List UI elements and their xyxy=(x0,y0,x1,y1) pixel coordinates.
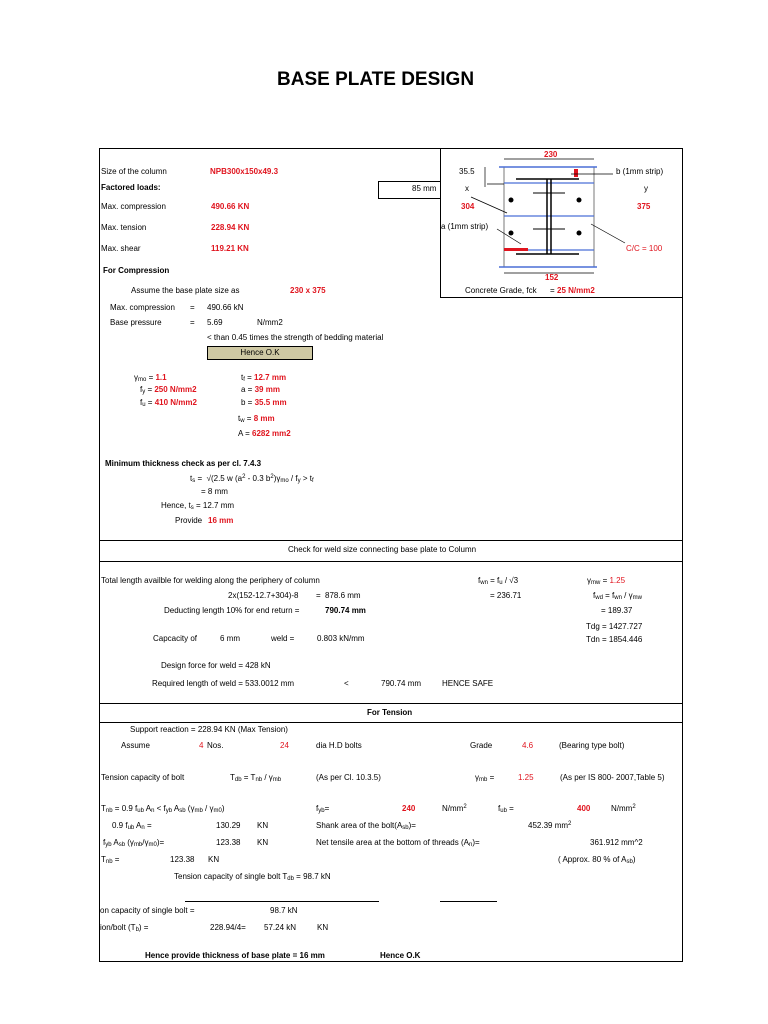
a-param: a = 39 mm xyxy=(241,385,280,394)
divider xyxy=(185,901,379,902)
a-strip-label: a (1mm strip) xyxy=(441,222,489,231)
area: A = 6282 mm2 xyxy=(238,429,291,438)
row-0.9fub: 0.9 $f_{ub}$ $A_n$ = xyxy=(112,821,152,831)
kn-unit: KN xyxy=(257,838,269,847)
weld-size: 6 mm xyxy=(220,634,240,643)
fu-value: 410 N/mm2 xyxy=(154,398,197,407)
bedding-note: < than 0.45 times the strength of bedding material xyxy=(207,333,384,342)
fub-unit: $N/mm^2$ xyxy=(611,804,636,813)
divider xyxy=(440,901,497,902)
tnb-formula: $T_{nb} = 0.9$ $f_{ub}$ $A_n < f_{yb}$ $A_{sb}$ $(\gamma_{mb} / \gamma_{m0})$ xyxy=(101,804,225,814)
per-bolt-expr: 228.94/4= xyxy=(210,923,246,932)
b-strip xyxy=(574,169,578,177)
tdb-formula: $T_{db} = T_{nb} / \gamma_{mb}$ xyxy=(230,773,282,783)
final-thickness: Hence provide thickness of base plate = 16 mm xyxy=(145,951,325,960)
b-value: 35.5 mm xyxy=(254,398,287,407)
max-tension-value: 228.94 KN xyxy=(211,223,250,232)
cc-label: C/C = 100 xyxy=(626,244,663,253)
divider xyxy=(99,540,683,541)
nos: Nos. xyxy=(207,741,224,750)
value-304: 304 xyxy=(461,202,475,211)
net-text: Net tensile area at the bottom of threads (A xyxy=(316,838,469,847)
approx-text: ( Approx. 80 % of A xyxy=(558,855,627,864)
base-pressure-unit: N/mm2 xyxy=(257,318,283,327)
fub-value: 400 xyxy=(577,804,591,813)
bearing-note: (Bearing type bolt) xyxy=(559,741,625,750)
bolt xyxy=(577,231,582,236)
net-area-value: 361.912 mm^2 xyxy=(590,838,643,847)
shank-number: 452.39 mm xyxy=(528,821,569,830)
bolt-count: 4 xyxy=(199,741,204,750)
base-pressure-label: Base pressure xyxy=(110,318,162,327)
a-value: 39 mm xyxy=(254,385,280,394)
fyb-value: 240 xyxy=(402,804,416,813)
kn-unit: KN xyxy=(208,855,220,864)
gamma-mo: $\gamma_{mo} = 1.1$ xyxy=(134,373,167,383)
b-strip-label: b (1mm strip) xyxy=(616,167,664,176)
tnb-value: 123.38 xyxy=(170,855,195,864)
fub-label: $f_{ub}$ = xyxy=(498,804,514,814)
capacity-single-value: 98.7 kN xyxy=(270,906,298,915)
net-area-label: Net tensile area at the bottom of threads $(A_n)=$ xyxy=(316,838,480,848)
factored-loads-label: Factored loads: xyxy=(101,183,161,192)
tdg: Tdg = 1427.727 xyxy=(586,622,643,631)
required-length: Required length of weld = 533.0012 mm xyxy=(152,679,295,688)
dim-35: 35.5 xyxy=(459,167,475,176)
equals: = xyxy=(190,303,195,312)
capacity-single-label: on capacity of single bolt = xyxy=(100,906,195,915)
column-value: NPB300x150x49.3 xyxy=(210,167,279,176)
a-label: a xyxy=(241,385,246,394)
per-bolt-label: ion/bolt $(T_b)$ = xyxy=(100,923,149,933)
tf: $t_f = 12.7$ mm xyxy=(241,373,287,383)
fy: $f_y = 250$ N/mm2 xyxy=(140,385,197,395)
concrete-grade-value: 25 N/mm2 xyxy=(557,286,595,295)
column-label: Size of the column xyxy=(101,167,167,176)
fyb-unit: $N/mm^2$ xyxy=(442,804,467,813)
available-length: 790.74 mm xyxy=(381,679,422,688)
clause-ref: (As per Cl. 10.3.5) xyxy=(316,773,381,782)
tension-heading: For Tension xyxy=(367,708,413,717)
fyb-label: $f_{yb}=$ xyxy=(316,804,330,814)
base-pressure-value: 5.69 xyxy=(207,318,223,327)
hd-bolts: dia H.D bolts xyxy=(316,741,362,750)
row-fyb: $f_{yb}$ $A_{sb}$ $(\gamma_{mb}/\gamma_{m0})=$ xyxy=(103,838,165,848)
b-label: b xyxy=(241,398,246,407)
capacity-label: Capcacity of xyxy=(153,634,198,643)
shank-label: Shank area of the $bolt(A_{sb})=$ xyxy=(316,821,416,831)
max-compression-label: Max. compression xyxy=(101,202,166,211)
weld-expr-value: 878.6 mm xyxy=(325,591,361,600)
approx-note: ( Approx. 80 % of $A_{sb}$) xyxy=(558,855,636,865)
max-shear-value: 119.21 KN xyxy=(211,244,249,253)
thickness-heading: Minimum thickness check as per cl. 7.4.3 xyxy=(105,459,262,468)
fwn-formula: $f_{wn} = f_u / √3$ xyxy=(478,576,519,586)
tw-value: 8 mm xyxy=(253,414,275,423)
tdn: Tdn = 1854.446 xyxy=(586,635,643,644)
fwd-formula: $f_{wd} = f_{wn} / \gamma_{mw}$ xyxy=(593,591,642,601)
gamma-mb-value: 1.25 xyxy=(518,773,534,782)
fu: $f_u = 410$ N/mm2 xyxy=(140,398,197,408)
bolt xyxy=(577,198,582,203)
equals: = xyxy=(190,318,195,327)
kn-unit: KN xyxy=(257,821,269,830)
provide-label: Provide xyxy=(175,516,203,525)
tnb-label: $T_{nb}$ = xyxy=(101,855,120,865)
divider xyxy=(99,561,683,562)
bolt xyxy=(509,231,514,236)
gamma-mo-value: 1.1 xyxy=(155,373,167,382)
hence-value: = 12.7 mm xyxy=(196,501,235,510)
max-shear-label: Max. shear xyxy=(101,244,141,253)
dim-top: 230 xyxy=(544,150,558,159)
b-param: b = 35.5 mm xyxy=(241,398,287,407)
compression-heading: For Compression xyxy=(103,266,170,275)
tf-value: 12.7 mm xyxy=(254,373,287,382)
base-plate-outline xyxy=(504,167,594,267)
dim-85mm: 85 mm xyxy=(412,184,437,193)
is800-ref: (As per IS 800- 2007,Table 5) xyxy=(560,773,665,782)
weld-label: weld = xyxy=(271,634,295,643)
assume-text: Assume xyxy=(121,741,150,750)
deduct-label: Deducting length 10% for end return = xyxy=(164,606,300,615)
hence-ok-box: Hence O.K xyxy=(207,346,313,360)
gamma-mw: $\gamma_{mw} = 1.25$ xyxy=(587,576,626,586)
assume-label: Assume the base plate size as xyxy=(131,286,240,295)
hence-ts: Hence, $t_s = 12.7$ mm xyxy=(161,501,235,511)
max-tension-label: Max. tension xyxy=(101,223,147,232)
single-value: = 98.7 kN xyxy=(296,872,331,881)
thickness-formula: $t_s = √(2.5$ w ($a^2 - 0.3$ $b^2)\gamma_{mo} / f_y > t_f$ xyxy=(190,474,314,484)
tension-capacity-label: Tension capacity of bolt xyxy=(101,773,185,782)
single-bolt-capacity: Tension capacity of single bolt $T_{db} = 98.7$ kN xyxy=(174,872,331,882)
single-text: Tension capacity of single bolt T xyxy=(174,872,288,881)
a-strip xyxy=(504,248,528,251)
fy-value: 250 N/mm2 xyxy=(154,385,197,394)
weld-value: 0.803 kN/mm xyxy=(317,634,365,643)
grade-label: Grade xyxy=(470,741,493,750)
concrete-grade-label: Concrete Grade, fck xyxy=(465,286,537,295)
base-plate-diagram xyxy=(441,149,682,297)
shank-value: 452.39 $mm^2$ xyxy=(528,821,572,830)
tw: $t_w = 8$ mm xyxy=(238,414,275,424)
weld-total: Total length availble for welding along the periphery of column xyxy=(101,576,320,585)
fwn-value: = 236.71 xyxy=(490,591,522,600)
value-375: 375 xyxy=(637,202,651,211)
area-value: 6282 mm2 xyxy=(252,429,291,438)
divider xyxy=(99,722,683,723)
max-compression-value: 490.66 KN xyxy=(211,202,250,211)
grade-value: 4.6 xyxy=(522,741,534,750)
area-label: A xyxy=(238,429,243,438)
gamma-mb: $\gamma_{mb}$ = xyxy=(475,773,495,783)
value-130.29: 130.29 xyxy=(216,821,241,830)
y-label: y xyxy=(644,184,648,193)
thickness-8mm: = 8 mm xyxy=(201,487,228,496)
fwd-value: = 189.37 xyxy=(601,606,633,615)
hence-safe: HENCE SAFE xyxy=(442,679,494,688)
per-bolt-value: 57.24 kN xyxy=(264,923,297,932)
deduct-value: 790.74 mm xyxy=(325,606,366,615)
equals: = xyxy=(316,591,321,600)
design-force: Design force for weld = 428 kN xyxy=(161,661,271,670)
maxc-value: 490.66 kN xyxy=(207,303,244,312)
gamma-mw-value: 1.25 xyxy=(609,576,626,585)
per-bolt-text: ion/bolt (T xyxy=(100,923,136,932)
maxc-label: Max. compression xyxy=(110,303,175,312)
provide-value: 16 mm xyxy=(208,516,234,525)
bolt-dia: 24 xyxy=(280,741,289,750)
equals: = xyxy=(550,286,555,295)
divider xyxy=(99,703,683,704)
x-label: x xyxy=(465,184,469,193)
dim-bottom: 152 xyxy=(545,273,559,282)
assume-value: 230 x 375 xyxy=(290,286,326,295)
final-ok: Hence O.K xyxy=(380,951,421,960)
weld-expr: 2x(152-12.7+304)-8 xyxy=(228,591,299,600)
shank-text: Shank area of the bolt(A xyxy=(316,821,403,830)
page-title: BASE PLATE DESIGN xyxy=(277,69,475,90)
weld-heading: Check for weld size connecting base plate to Column xyxy=(288,545,477,554)
support-reaction: Support reaction = 228.94 KN (Max Tension) xyxy=(130,725,288,734)
value-123.38: 123.38 xyxy=(216,838,241,847)
hence-label: Hence, t xyxy=(161,501,191,510)
bolt xyxy=(509,198,514,203)
per-bolt-unit: KN xyxy=(317,923,329,932)
less-than: < xyxy=(344,679,349,688)
